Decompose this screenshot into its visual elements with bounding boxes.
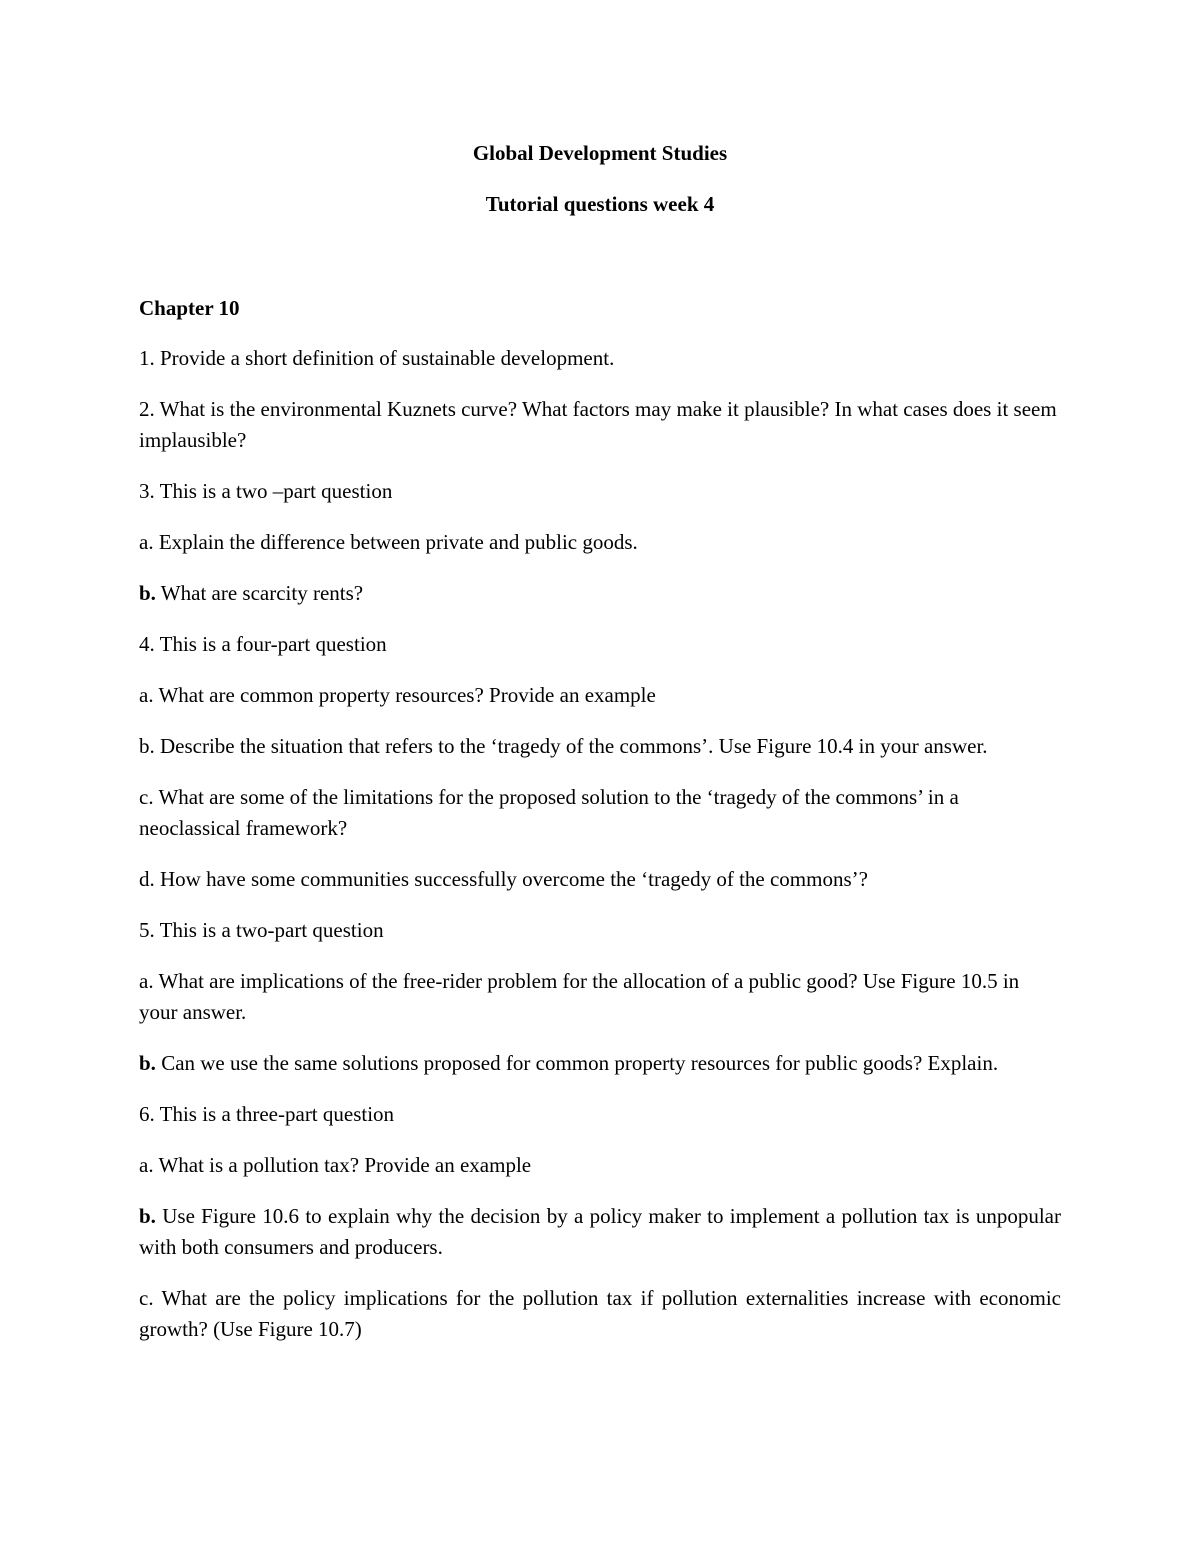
question-text: This is a two-part question: [154, 918, 384, 942]
question-text: This is a four-part question: [154, 632, 387, 656]
question-item: [139, 782, 1061, 844]
question-item: [139, 629, 1061, 660]
question-item: [139, 1150, 1061, 1181]
document-body: [139, 293, 1061, 1365]
question-text: What are scarcity rents?: [155, 581, 364, 605]
question-label: a.: [139, 1153, 154, 1177]
question-text: What is the environmental Kuznets curve? What factors may make it plausible? In what cases does it seem implausible?: [139, 397, 1057, 452]
question-item: [139, 864, 1061, 895]
question-text: Describe the situation that refers to the ‘tragedy of the commons’. Use Figure 10.4 in your answer.: [154, 734, 988, 758]
question-item: [139, 1099, 1061, 1130]
question-label: a.: [139, 683, 154, 707]
question-item: [139, 527, 1061, 558]
question-text: What are some of the limitations for the proposed solution to the ‘tragedy of the commons’ in a neoclassical framework?: [139, 785, 959, 840]
question-item: [139, 578, 1061, 609]
question-label: c.: [139, 1286, 154, 1310]
question-item: [139, 731, 1061, 762]
question-text: This is a three-part question: [154, 1102, 395, 1126]
chapter-heading: Chapter 10: [139, 296, 240, 320]
question-label: b.: [139, 1051, 156, 1075]
question-label: d.: [139, 867, 155, 891]
question-label: 6.: [139, 1102, 155, 1126]
question-item: [139, 1283, 1061, 1345]
question-item: [139, 915, 1061, 946]
question-label: a.: [139, 530, 154, 554]
question-text: Provide a short definition of sustainable development.: [154, 346, 615, 370]
question-label: c.: [139, 785, 154, 809]
question-label: b.: [139, 1204, 156, 1228]
question-text: This is a two –part question: [154, 479, 393, 503]
question-label: 1.: [139, 346, 155, 370]
question-item: [139, 966, 1061, 1028]
question-text: How have some communities successfully overcome the ‘tragedy of the commons’?: [154, 867, 868, 891]
question-text: Use Figure 10.6 to explain why the decision by a policy maker to implement a pollution tax is unpopular with both consumers and producers.: [139, 1204, 1061, 1259]
question-item: [139, 343, 1061, 374]
question-text: What are implications of the free-rider problem for the allocation of a public good? Use Figure 10.5 in your answer.: [139, 969, 1020, 1024]
question-label: 3.: [139, 479, 155, 503]
question-item: [139, 394, 1061, 456]
question-item: [139, 1201, 1061, 1263]
document-subtitle: Tutorial questions week 4: [485, 192, 715, 216]
question-label: 5.: [139, 918, 155, 942]
question-text: Can we use the same solutions proposed for common property resources for public goods? Explain.: [155, 1051, 999, 1075]
question-text: Explain the difference between private and public goods.: [153, 530, 638, 554]
question-item: [139, 1048, 1061, 1079]
question-item: [139, 680, 1061, 711]
question-label: b.: [139, 734, 155, 758]
question-label: 2.: [139, 397, 155, 421]
question-label: b.: [139, 581, 156, 605]
question-list: [139, 343, 1061, 1345]
question-label: a.: [139, 969, 154, 993]
question-label: 4.: [139, 632, 155, 656]
question-item: [139, 476, 1061, 507]
document-title: Global Development Studies: [472, 141, 728, 165]
question-text: What are common property resources? Provide an example: [153, 683, 656, 707]
question-text: What are the policy implications for the pollution tax if pollution externalities increase with economic growth? (Use Figure 10.7): [139, 1286, 1061, 1341]
question-text: What is a pollution tax? Provide an example: [153, 1153, 532, 1177]
